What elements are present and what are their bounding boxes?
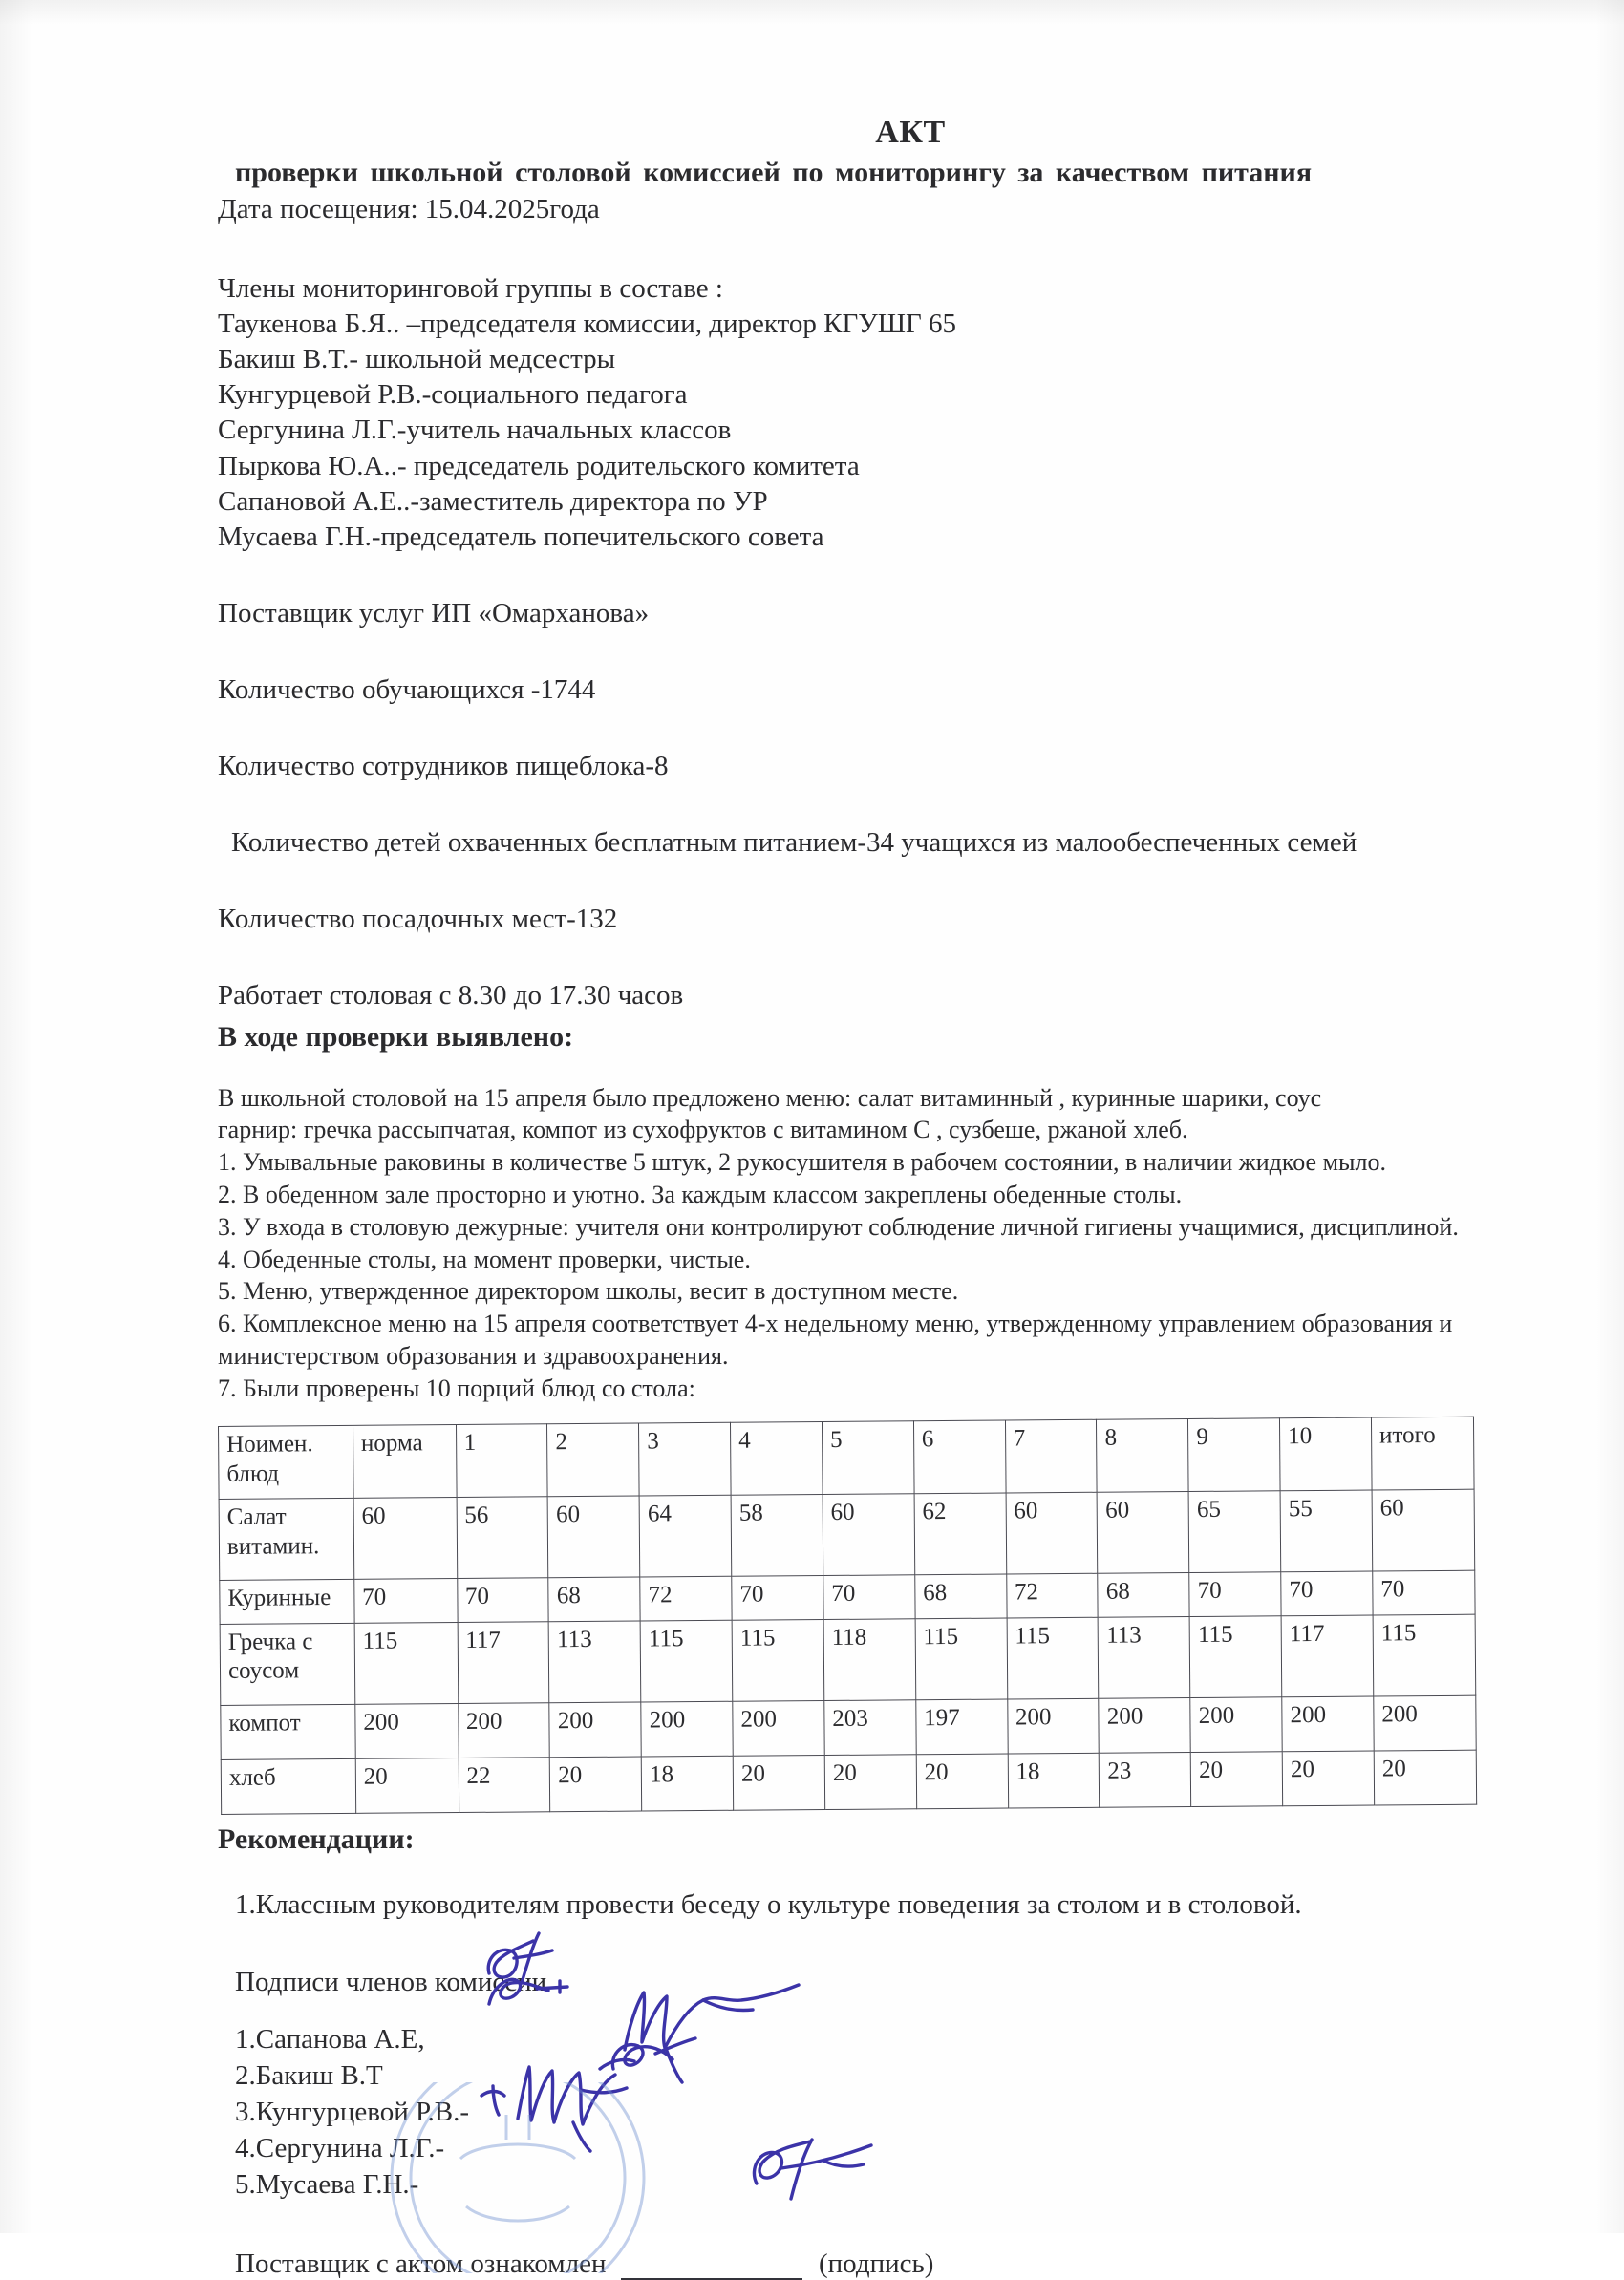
cell-value: 60 [1006, 1492, 1099, 1574]
recommendation-item: 1.Классным руководителям провести беседу о культуре поведения за столом и в столовой. [235, 1889, 1302, 1921]
cell-value: 20 [733, 1755, 824, 1810]
cell-total: 70 [1373, 1570, 1475, 1614]
column-header-5: 5 [822, 1420, 913, 1494]
cell-value: 68 [1098, 1572, 1189, 1616]
cell-total: 115 [1373, 1613, 1476, 1695]
cell-value: 200 [549, 1701, 641, 1757]
page-title: АКТ [875, 115, 946, 150]
cell-value: 72 [1006, 1573, 1098, 1617]
member-item: Мусаева Г.Н.-председатель попечительского совета [218, 521, 824, 552]
scan-shadow-right [1595, 0, 1624, 2233]
supplier-signature-blank [621, 2253, 802, 2280]
cell-value: 117 [458, 1621, 550, 1703]
scan-shadow-left [0, 0, 32, 2233]
cell-value: 115 [915, 1617, 1008, 1699]
finding-item: 1. Умывальные раковины в количестве 5 штук, 2 рукосушителя в рабочем состоянии, в наличии жидкое мыло. [218, 1148, 1386, 1177]
table-header-row [219, 1417, 1475, 1499]
cell-value: 113 [1099, 1616, 1191, 1698]
cell-value: 70 [732, 1575, 823, 1619]
signature-row [235, 2168, 1488, 2205]
cell-value: 18 [1008, 1752, 1100, 1807]
free-meals-line: Количество детей охваченных бесплатным питанием-34 учащихся из малообеспеченных семей [231, 826, 1357, 858]
staff-count-line: Количество сотрудников пищеблока-8 [218, 750, 669, 781]
column-header-7: 7 [1005, 1419, 1097, 1493]
member-item: Таукенова Б.Я.. –председателя комиссии, директор КГУШГ 65 [218, 309, 957, 340]
seats-count-line: Количество посадочных мест-132 [218, 903, 618, 934]
column-header-3: 3 [639, 1422, 731, 1496]
column-header-norm: норма [353, 1424, 456, 1498]
cell-value: 20 [1282, 1750, 1374, 1805]
member-item: Бакиш В.Т.- школьной медсестры [218, 344, 616, 375]
cell-total: 200 [1374, 1694, 1476, 1750]
cell-value: 70 [1281, 1571, 1373, 1615]
column-header-6: 6 [913, 1420, 1005, 1494]
cell-value: 117 [1281, 1614, 1374, 1696]
cell-value: 200 [1007, 1697, 1099, 1753]
cell-total: 60 [1372, 1489, 1475, 1571]
cell-value: 68 [914, 1574, 1006, 1618]
portions-table-wrapper [218, 1416, 1491, 1814]
table-row [220, 1613, 1476, 1704]
scan-shadow-top [0, 0, 1624, 25]
cell-value: 70 [457, 1577, 548, 1621]
cell-dish-name: компот [221, 1703, 355, 1758]
cell-value: 203 [824, 1699, 916, 1755]
cell-value: 115 [1189, 1615, 1282, 1697]
cell-value: 197 [916, 1698, 1008, 1754]
column-header-9: 9 [1188, 1417, 1280, 1491]
cell-norm: 70 [354, 1578, 458, 1622]
signature-row [235, 2059, 1488, 2096]
signature-row [235, 2023, 1488, 2059]
signatures-heading: Подписи членов комиссии [235, 1967, 547, 1998]
table-row [219, 1489, 1475, 1580]
cell-value: 62 [914, 1493, 1007, 1575]
portions-table [218, 1416, 1477, 1814]
table-row [221, 1694, 1476, 1758]
cell-norm: 200 [355, 1703, 459, 1758]
signature-list [218, 2023, 1488, 2205]
finding-item: 7. Были проверены 10 порций блюд со стола: [218, 1374, 695, 1402]
member-item: Сапановой А.Е..-заместитель директора по УР [218, 485, 768, 517]
finding-item: 6. Комплексное меню на 15 апреля соответствует 4-х недельному меню, утвержденному управлением образования и министерством образования и здравоохранения. [218, 1310, 1453, 1370]
cell-value: 23 [1100, 1752, 1191, 1807]
cell-value: 20 [824, 1754, 916, 1809]
column-header-8: 8 [1097, 1418, 1188, 1492]
findings-heading: В ходе проверки выявлено: [218, 1020, 574, 1053]
column-header-1: 1 [456, 1423, 547, 1497]
finding-item: 3. У входа в столовую дежурные: учителя они контролируют соблюдение личной гигиены учащимися, дисциплиной. [218, 1212, 1459, 1241]
cell-value: 60 [547, 1496, 640, 1578]
supplier-ack-suffix: (подпись) [818, 2248, 934, 2280]
students-count-line: Количество обучающихся -1744 [218, 673, 596, 705]
member-item: Кунгурцевой Р.В.-социального педагога [218, 379, 688, 411]
cell-value: 70 [823, 1574, 915, 1618]
table-row [221, 1749, 1476, 1813]
cell-norm: 20 [355, 1758, 459, 1813]
cell-value: 72 [640, 1576, 732, 1620]
signature-row [235, 2096, 1488, 2132]
signature-name: 2.Бакиш В.Т [235, 2060, 383, 2092]
members-heading: Члены мониторинговой группы в составе : [218, 272, 723, 304]
cell-value: 65 [1188, 1490, 1281, 1572]
cell-dish-name: Гречка с соусом [220, 1622, 354, 1704]
cell-value: 64 [639, 1495, 732, 1577]
cell-value: 115 [732, 1619, 824, 1701]
supplier-line: Поставщик услуг ИП «Омарханова» [218, 597, 650, 629]
menu-description-line-1: В школьной столовой на 15 апреля было предложено меню: салат витаминный , куринные шарики, соус [218, 1083, 1322, 1112]
cell-norm: 115 [354, 1622, 458, 1704]
visit-date: Дата посещения: 15.04.2025года [218, 194, 600, 224]
cell-norm: 60 [353, 1497, 457, 1579]
cell-dish-name: хлеб [221, 1758, 355, 1813]
commission-members-block [218, 271, 1488, 555]
signature-name: 5.Мусаева Г.Н.- [235, 2169, 419, 2201]
cell-value: 22 [459, 1757, 550, 1812]
cell-value: 56 [457, 1496, 549, 1578]
signature-name: 1.Сапанова А.Е, [235, 2024, 425, 2056]
supplier-ack-label: Поставщик с актом ознакомлен [235, 2248, 607, 2280]
cell-total: 20 [1374, 1749, 1476, 1804]
cell-value: 113 [548, 1620, 641, 1702]
finding-item: 2. В обеденном зале просторно и уютно. За каждым классом закреплены обеденные столы. [218, 1180, 1183, 1208]
cell-dish-name: Куринные [220, 1579, 354, 1624]
recommendations-heading: Рекомендации: [218, 1823, 415, 1856]
cell-value: 18 [641, 1755, 733, 1810]
column-header-total: итого [1371, 1417, 1474, 1490]
supplier-acknowledgement-line [218, 2248, 1488, 2280]
cell-value: 200 [1282, 1695, 1374, 1751]
cell-value: 115 [640, 1619, 733, 1701]
column-header-2: 2 [547, 1423, 639, 1497]
cell-value: 115 [1007, 1616, 1100, 1698]
finding-item: 4. Обеденные столы, на момент проверки, чистые. [218, 1245, 751, 1273]
column-header-10: 10 [1280, 1417, 1372, 1491]
cell-value: 58 [731, 1494, 823, 1576]
cell-value: 60 [1097, 1491, 1189, 1573]
cell-value: 200 [1099, 1697, 1190, 1753]
signature-name: 3.Кунгурцевой Р.В.- [235, 2097, 469, 2128]
cell-value: 200 [1190, 1696, 1282, 1752]
cell-value: 200 [641, 1700, 733, 1756]
cell-value: 55 [1280, 1490, 1373, 1572]
cell-value: 200 [733, 1700, 824, 1756]
cell-value: 70 [1189, 1571, 1281, 1615]
cell-value: 118 [823, 1618, 916, 1700]
member-item: Сергунина Л.Г.-учитель начальных классов [218, 415, 732, 446]
document-content [218, 115, 1488, 2280]
member-item: Пыркова Ю.А..- председатель родительского комитета [218, 450, 860, 481]
cell-dish-name: Салат витамин. [219, 1498, 353, 1580]
menu-description-line-2: гарнир: гречка рассыпчатая, компот из сухофруктов с витамином С , сузбеше, ржаной хлеб. [218, 1116, 1188, 1144]
working-hours-line: Работает столовая с 8.30 до 17.30 часов [218, 979, 684, 1011]
column-header-4: 4 [731, 1421, 823, 1495]
signature-name: 4.Сергунина Л.Г.- [235, 2133, 445, 2164]
signature-row [235, 2132, 1488, 2168]
cell-value: 200 [458, 1702, 549, 1758]
cell-value: 20 [1190, 1751, 1282, 1806]
cell-value: 68 [548, 1577, 640, 1621]
cell-value: 20 [916, 1753, 1008, 1808]
cell-value: 20 [550, 1756, 642, 1811]
column-header-dish: Ноимен. блюд [219, 1425, 353, 1499]
cell-value: 60 [823, 1493, 915, 1575]
document-subtitle: проверки школьной столовой комиссией по мониторингу за качеством питания [235, 157, 1313, 188]
finding-item: 5. Меню, утвержденное директором школы, весит в доступном месте. [218, 1277, 959, 1306]
